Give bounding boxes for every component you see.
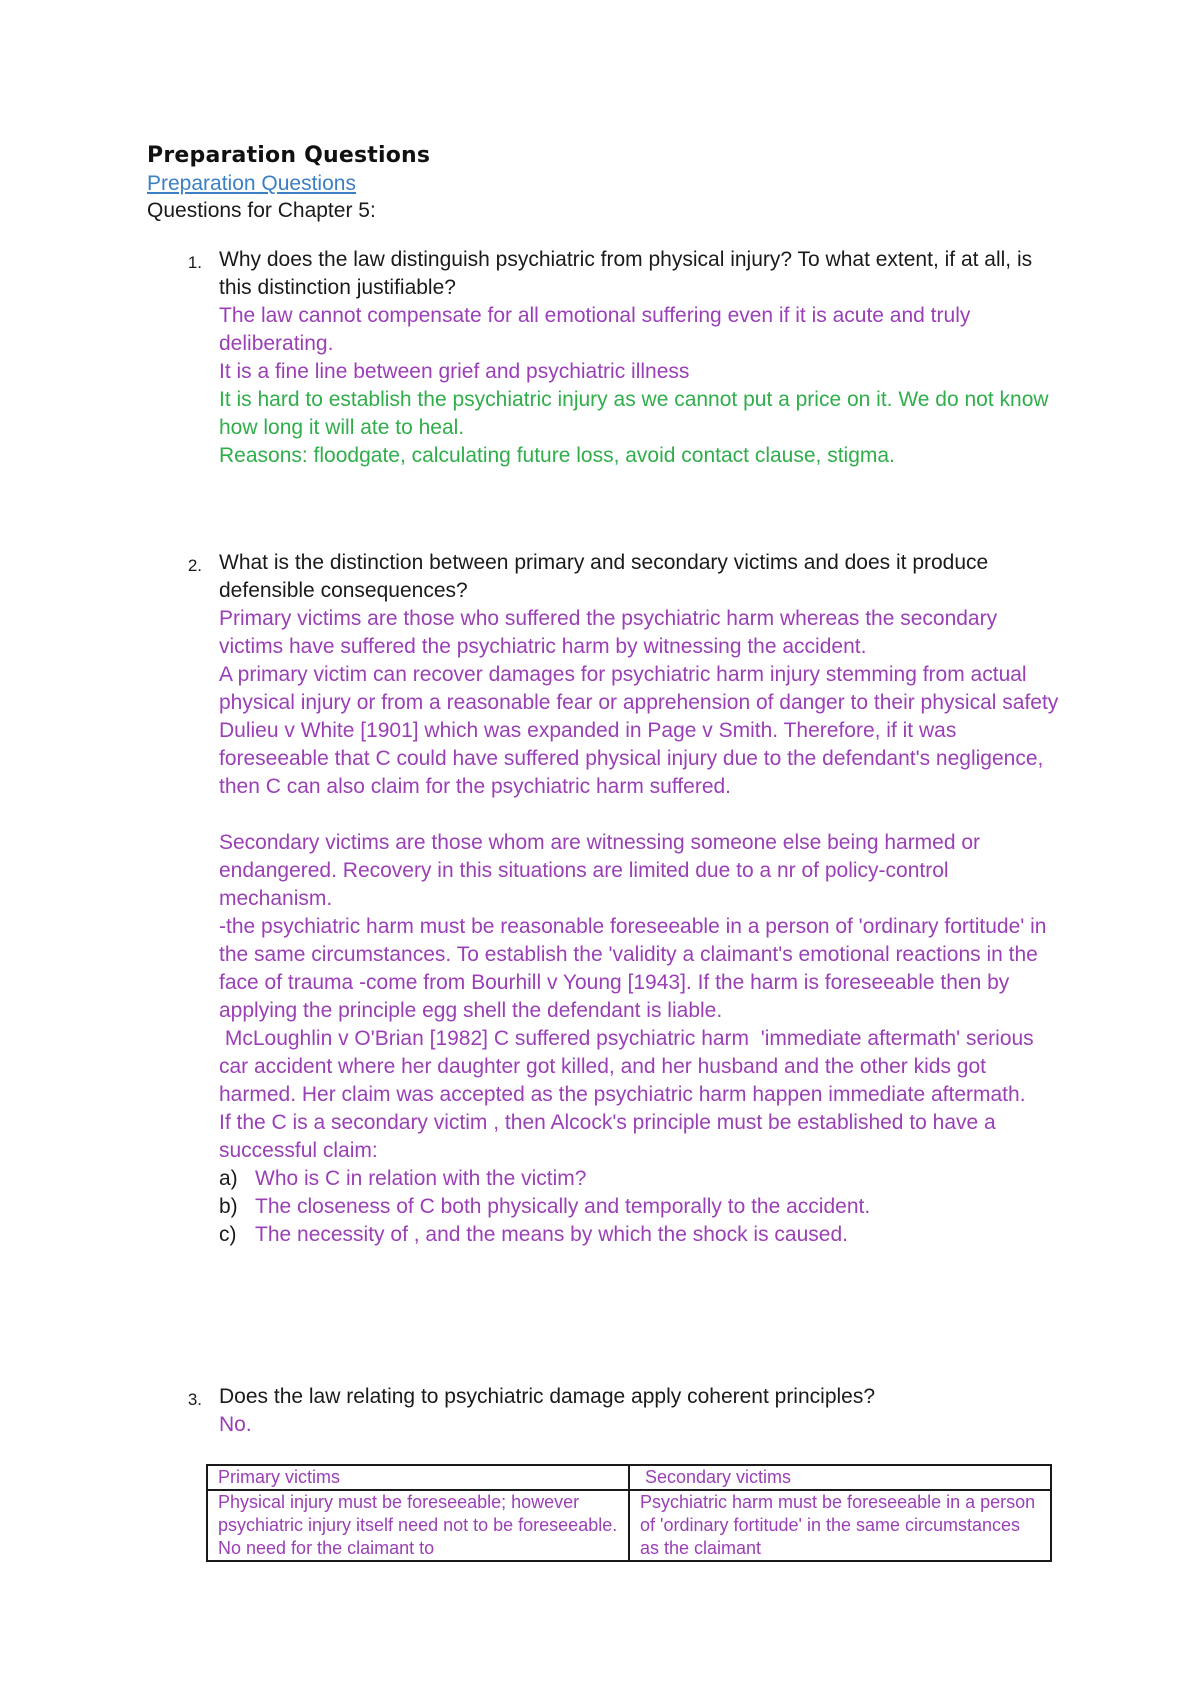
question-number: 3. <box>187 1390 202 1409</box>
question-1 <box>147 246 1067 470</box>
answer-text: McLoughlin v O'Brian [1982] C suffered psychiatric harm 'immediate aftermath' serious car accident where her daughter got killed, and her husband and the other kids got harmed. Her claim was accepted as the psychiatric harm happen immediate aftermath. <box>219 1027 1040 1106</box>
answer-text: Reasons: floodgate, calculating future loss, avoid contact clause, stigma. <box>219 444 895 467</box>
answer-text: It is hard to establish the psychiatric injury as we cannot put a price on it. We do not know how long it will ate to heal. <box>219 388 1049 439</box>
answer-text: No. <box>219 1413 252 1436</box>
table-cell: Physical injury must be foreseeable; however psychiatric injury itself need not to be foreseeable. No need for the claimant to <box>207 1490 629 1561</box>
question-number: 2. <box>187 556 202 575</box>
table-header-secondary: Secondary victims <box>629 1465 1051 1490</box>
answer-text: Secondary victims are those whom are witnessing someone else being harmed or endangered. Recovery in this situations are limited due to a nr of policy-control mechanism. <box>219 831 981 910</box>
answer-text: The law cannot compensate for all emotional suffering even if it is acute and truly deliberating. <box>219 304 971 355</box>
answer-text: A primary victim can recover damages for psychiatric harm injury stemming from actual physical injury or from a reasonable fear or apprehension of danger to their physical safety Dulieu v White [1901] which was expanded in Page v Smith. Therefore, if it was foreseeable that C could have suffered physical injury due to the defendant's negligence, then C can also claim for the psychiatric harm suffered. <box>219 663 1059 798</box>
question-number: 1. <box>187 253 202 272</box>
list-item-text: The necessity of , and the means by which the shock is caused. <box>255 1223 848 1246</box>
alcock-criteria-list <box>219 1165 1067 1249</box>
table-header-row <box>207 1465 1051 1490</box>
answer-text: If the C is a secondary victim , then Alcock's principle must be established to have a successful claim: <box>219 1111 996 1162</box>
question-text: What is the distinction between primary and secondary victims and does it produce defensible consequences? <box>219 551 989 602</box>
list-item <box>219 1165 1067 1193</box>
list-item-text: Who is C in relation with the victim? <box>255 1167 587 1190</box>
question-3 <box>147 1383 1067 1439</box>
question-2 <box>147 549 1067 1249</box>
answer-text: Primary victims are those who suffered the psychiatric harm whereas the secondary victims have suffered the psychiatric harm by witnessing the accident. <box>219 607 998 658</box>
list-item <box>219 1193 1067 1221</box>
table-cell: Psychiatric harm must be foreseeable in a person of 'ordinary fortitude' in the same circumstances as the claimant <box>629 1490 1051 1561</box>
table-header-primary: Primary victims <box>207 1465 629 1490</box>
question-text: Does the law relating to psychiatric damage apply coherent principles? <box>219 1385 876 1408</box>
list-letter: a) <box>219 1167 238 1190</box>
page-title: Preparation Questions <box>147 143 431 168</box>
answer-text: It is a fine line between grief and psychiatric illness <box>219 360 690 383</box>
answer-text: -the psychiatric harm must be reasonable foreseeable in a person of 'ordinary fortitude' in the same circumstances. To establish the 'validity a claimant's emotional reactions in the face of trauma -come from Bourhill v Young [1943]. If the harm is foreseeable then by applying the principle egg shell the defendant is liable. <box>219 915 1047 1022</box>
victims-comparison-table <box>206 1464 1052 1562</box>
list-letter: c) <box>219 1223 237 1246</box>
list-letter: b) <box>219 1195 238 1218</box>
list-item-text: The closeness of C both physically and temporally to the accident. <box>255 1195 871 1218</box>
chapter-subheading: Questions for Chapter 5: <box>147 199 376 222</box>
table-row <box>207 1490 1051 1561</box>
list-item <box>219 1221 1067 1249</box>
question-text: Why does the law distinguish psychiatric from physical injury? To what extent, if at all, is this distinction justifiable? <box>219 248 1033 299</box>
preparation-questions-link[interactable]: Preparation Questions <box>147 172 356 195</box>
